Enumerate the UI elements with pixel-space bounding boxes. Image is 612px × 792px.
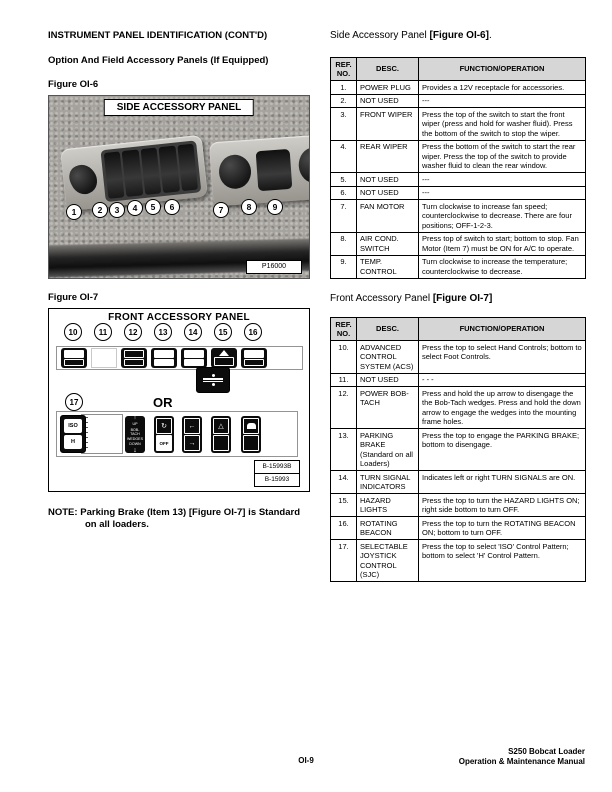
ref-no-cell: 3. bbox=[331, 108, 357, 141]
ref-no-cell: 4. bbox=[331, 140, 357, 173]
ref-no-cell: 12. bbox=[331, 387, 357, 429]
figure-oi7-caption: Figure OI-7 bbox=[48, 292, 99, 303]
rotate-icon: ↻ bbox=[156, 418, 172, 434]
power-bobtach-switch-icon: ↑ UP BOB-TACH WEDGES DOWN ↓ bbox=[125, 416, 145, 453]
table-header-cell: DESC. bbox=[357, 318, 419, 341]
hazard-switch-icon bbox=[211, 348, 237, 368]
desc-cell: TURN SIGNAL INDICATORS bbox=[357, 471, 419, 494]
power-bobtach-switch-icon bbox=[121, 348, 147, 368]
desc-cell: POWER BOB-TACH bbox=[357, 387, 419, 429]
desc-cell: SELECTABLE JOYSTICK CONTROL (SJC) bbox=[357, 540, 419, 582]
left-column bbox=[48, 30, 310, 531]
table-row bbox=[331, 186, 586, 200]
callout-number: 13 bbox=[154, 323, 172, 341]
left-arrow-icon: ← bbox=[184, 418, 200, 434]
callout-number: 16 bbox=[244, 323, 262, 341]
side-panel-intro: Side Accessory Panel [Figure OI-6]. bbox=[330, 30, 492, 41]
ref-no-cell: 5. bbox=[331, 173, 357, 187]
desc-cell: REAR WIPER bbox=[357, 140, 419, 173]
note-label: NOTE: bbox=[48, 507, 78, 518]
table-row bbox=[331, 81, 586, 95]
photo-ref-label: P16000 bbox=[246, 260, 302, 274]
table-row bbox=[331, 540, 586, 582]
front-accessory-panel-label: FRONT ACCESSORY PANEL bbox=[108, 312, 250, 323]
table-header-cell: FUNCTION/OPERATION bbox=[419, 58, 586, 81]
table-row bbox=[331, 173, 586, 187]
side-accessory-panel-label: SIDE ACCESSORY PANEL bbox=[104, 99, 254, 116]
callout-number: 2 bbox=[92, 202, 108, 218]
beacon-dome-icon bbox=[247, 423, 256, 429]
down-arrow-icon: ↓ bbox=[133, 446, 137, 454]
function-cell: Press the top to turn the ROTATING BEACON ON; bottom to turn OFF. bbox=[419, 517, 586, 540]
table-row bbox=[331, 387, 586, 429]
ref-no-cell: 15. bbox=[331, 494, 357, 517]
desc-cell: HAZARD LIGHTS bbox=[357, 494, 419, 517]
function-cell: --- bbox=[419, 173, 586, 187]
hazard-switch-icon bbox=[211, 416, 231, 453]
table-header-row bbox=[331, 58, 586, 81]
desc-cell: NOT USED bbox=[357, 186, 419, 200]
function-cell: Indicates left or right TURN SIGNALS are ON. bbox=[419, 471, 586, 494]
subsection-heading: Option And Field Accessory Panels (If Equipped) bbox=[48, 55, 269, 66]
front-panel-intro: Front Accessory Panel [Figure OI-7] bbox=[330, 293, 493, 304]
sjc-switch-icon bbox=[60, 415, 86, 453]
rotating-beacon-switch-icon bbox=[154, 416, 174, 453]
note bbox=[48, 507, 300, 531]
turn-signal-switch-icon bbox=[181, 348, 207, 368]
table-header-row bbox=[331, 318, 586, 341]
ref-no-cell: 14. bbox=[331, 471, 357, 494]
right-column bbox=[330, 30, 586, 590]
figure-oi6-caption: Figure OI-6 bbox=[48, 79, 99, 90]
ref-no-cell: 1. bbox=[331, 81, 357, 95]
figure-oi6-photo bbox=[48, 95, 310, 279]
table-row bbox=[331, 232, 586, 255]
table-header-cell: REF. NO. bbox=[331, 318, 357, 341]
figure-oi6-callouts bbox=[49, 96, 309, 278]
function-cell: --- bbox=[419, 94, 586, 108]
table-row bbox=[331, 429, 586, 471]
function-cell: Provides a 12V receptacle for accessories. bbox=[419, 81, 586, 95]
desc-cell: ADVANCED CONTROL SYSTEM (ACS) bbox=[357, 341, 419, 374]
ref-no-cell: 13. bbox=[331, 429, 357, 471]
function-cell: Press top of switch to start; bottom to stop. Fan Motor (Item 7) must be ON for A/C to operate. bbox=[419, 232, 586, 255]
callout-number: 4 bbox=[127, 200, 143, 216]
function-cell: Turn clockwise to increase fan speed; counterclockwise to decrease. There are four positions; OFF-1-2-3. bbox=[419, 200, 586, 233]
ref-no-cell: 17. bbox=[331, 540, 357, 582]
desc-cell: FRONT WIPER bbox=[357, 108, 419, 141]
switch-row-top bbox=[56, 346, 303, 370]
desc-cell: NOT USED bbox=[357, 373, 419, 387]
function-cell: Turn clockwise to increase the temperature; counterclockwise to decrease. bbox=[419, 255, 586, 278]
front-panel-table bbox=[330, 317, 586, 582]
acs-switch-icon bbox=[61, 348, 87, 368]
desc-cell: NOT USED bbox=[357, 94, 419, 108]
or-label: OR bbox=[153, 395, 173, 410]
ref-no-cell: 11. bbox=[331, 373, 357, 387]
callout-number: 8 bbox=[241, 199, 257, 215]
footer-product-name: S250 Bobcat Loader bbox=[508, 747, 585, 756]
image-ref-label: B-15993 bbox=[254, 473, 300, 487]
hazard-triangle-icon: △ bbox=[213, 418, 229, 434]
empty-slot bbox=[91, 348, 117, 368]
desc-cell: NOT USED bbox=[357, 173, 419, 187]
ref-no-cell: 8. bbox=[331, 232, 357, 255]
ref-no-cell: 6. bbox=[331, 186, 357, 200]
table-row bbox=[331, 255, 586, 278]
ref-no-cell: 7. bbox=[331, 200, 357, 233]
callout-number: 5 bbox=[145, 199, 161, 215]
ref-no-cell: 2. bbox=[331, 94, 357, 108]
callout-number: 12 bbox=[124, 323, 142, 341]
table-row bbox=[331, 494, 586, 517]
ref-no-cell: 9. bbox=[331, 255, 357, 278]
table-header-cell: DESC. bbox=[357, 58, 419, 81]
function-cell: Press the top of the switch to start the front wiper (press and hold for washer fluid). Press the bottom of the switch to stop the wiper. bbox=[419, 108, 586, 141]
table-row bbox=[331, 517, 586, 540]
callout-number: 17 bbox=[65, 393, 83, 411]
bobtach-switch-icon bbox=[196, 367, 230, 393]
ref-no-cell: 16. bbox=[331, 517, 357, 540]
page-number: OI-9 bbox=[298, 756, 314, 765]
callout-number: 1 bbox=[66, 204, 82, 220]
callout-number: 11 bbox=[94, 323, 112, 341]
turn-signal-switch-icon bbox=[182, 416, 202, 453]
table-row bbox=[331, 471, 586, 494]
note-body: Parking Brake (Item 13) [Figure OI-7] is Standard on all loaders. bbox=[80, 507, 300, 530]
callout-number: 3 bbox=[109, 202, 125, 218]
function-cell: Press the top to select Hand Controls; bottom to select Foot Controls. bbox=[419, 341, 586, 374]
table-row bbox=[331, 108, 586, 141]
function-cell: Press the top to turn the HAZARD LIGHTS ON; right side bottom to turn OFF. bbox=[419, 494, 586, 517]
switch-row-bottom bbox=[56, 411, 298, 457]
side-panel-table bbox=[330, 57, 586, 279]
function-cell: Press the bottom of the switch to start the rear wiper. Press the top of the switch to provide washer fluid to clean the rear window. bbox=[419, 140, 586, 173]
desc-cell: FAN MOTOR bbox=[357, 200, 419, 233]
table-header-cell: REF. NO. bbox=[331, 58, 357, 81]
callout-number: 9 bbox=[267, 199, 283, 215]
desc-cell: TEMP. CONTROL bbox=[357, 255, 419, 278]
right-arrow-icon: → bbox=[184, 435, 200, 451]
desc-cell: ROTATING BEACON bbox=[357, 517, 419, 540]
function-cell: --- bbox=[419, 186, 586, 200]
desc-cell: PARKING BRAKE (Standard on all Loaders) bbox=[357, 429, 419, 471]
h-button-label: H bbox=[64, 435, 82, 449]
table-row bbox=[331, 94, 586, 108]
footer-manual-title bbox=[459, 747, 585, 767]
up-arrow-icon: ↑ bbox=[133, 414, 137, 422]
parking-brake-switch-icon bbox=[151, 348, 177, 368]
function-cell: Press the top to engage the PARKING BRAKE; bottom to disengage. bbox=[419, 429, 586, 471]
function-cell: - - - bbox=[419, 373, 586, 387]
figure-oi7-refs bbox=[254, 461, 300, 487]
function-cell: Press the top to select 'ISO' Control Pattern; bottom to select 'H' Control Pattern. bbox=[419, 540, 586, 582]
beacon-switch-icon bbox=[241, 416, 261, 453]
table-row bbox=[331, 200, 586, 233]
desc-cell: POWER PLUG bbox=[357, 81, 419, 95]
table-row bbox=[331, 140, 586, 173]
table-row bbox=[331, 341, 586, 374]
front-panel-section bbox=[330, 293, 586, 582]
off-button-label: OFF bbox=[156, 435, 172, 451]
table-row bbox=[331, 373, 586, 387]
desc-cell: AIR COND. SWITCH bbox=[357, 232, 419, 255]
footer-manual-name: Operation & Maintenance Manual bbox=[458, 757, 585, 766]
table-header-cell: FUNCTION/OPERATION bbox=[419, 318, 586, 341]
sjc-panel bbox=[81, 414, 123, 454]
ref-no-cell: 10. bbox=[331, 341, 357, 374]
callout-number: 10 bbox=[64, 323, 82, 341]
beacon-switch-icon bbox=[241, 348, 267, 368]
section-heading: INSTRUMENT PANEL IDENTIFICATION (CONT'D) bbox=[48, 30, 268, 41]
callout-number: 15 bbox=[214, 323, 232, 341]
callout-number: 7 bbox=[213, 202, 229, 218]
iso-button-label: ISO bbox=[64, 419, 82, 433]
image-ref-label: B-15993B bbox=[254, 460, 300, 474]
function-cell: Press and hold the up arrow to disengage the the Bob-Tach wedges. Press and hold the down arrow to engage the wedges into the mounting frame holes. bbox=[419, 387, 586, 429]
figure-oi7-diagram bbox=[48, 308, 310, 492]
callout-number: 6 bbox=[164, 199, 180, 215]
callout-number: 14 bbox=[184, 323, 202, 341]
